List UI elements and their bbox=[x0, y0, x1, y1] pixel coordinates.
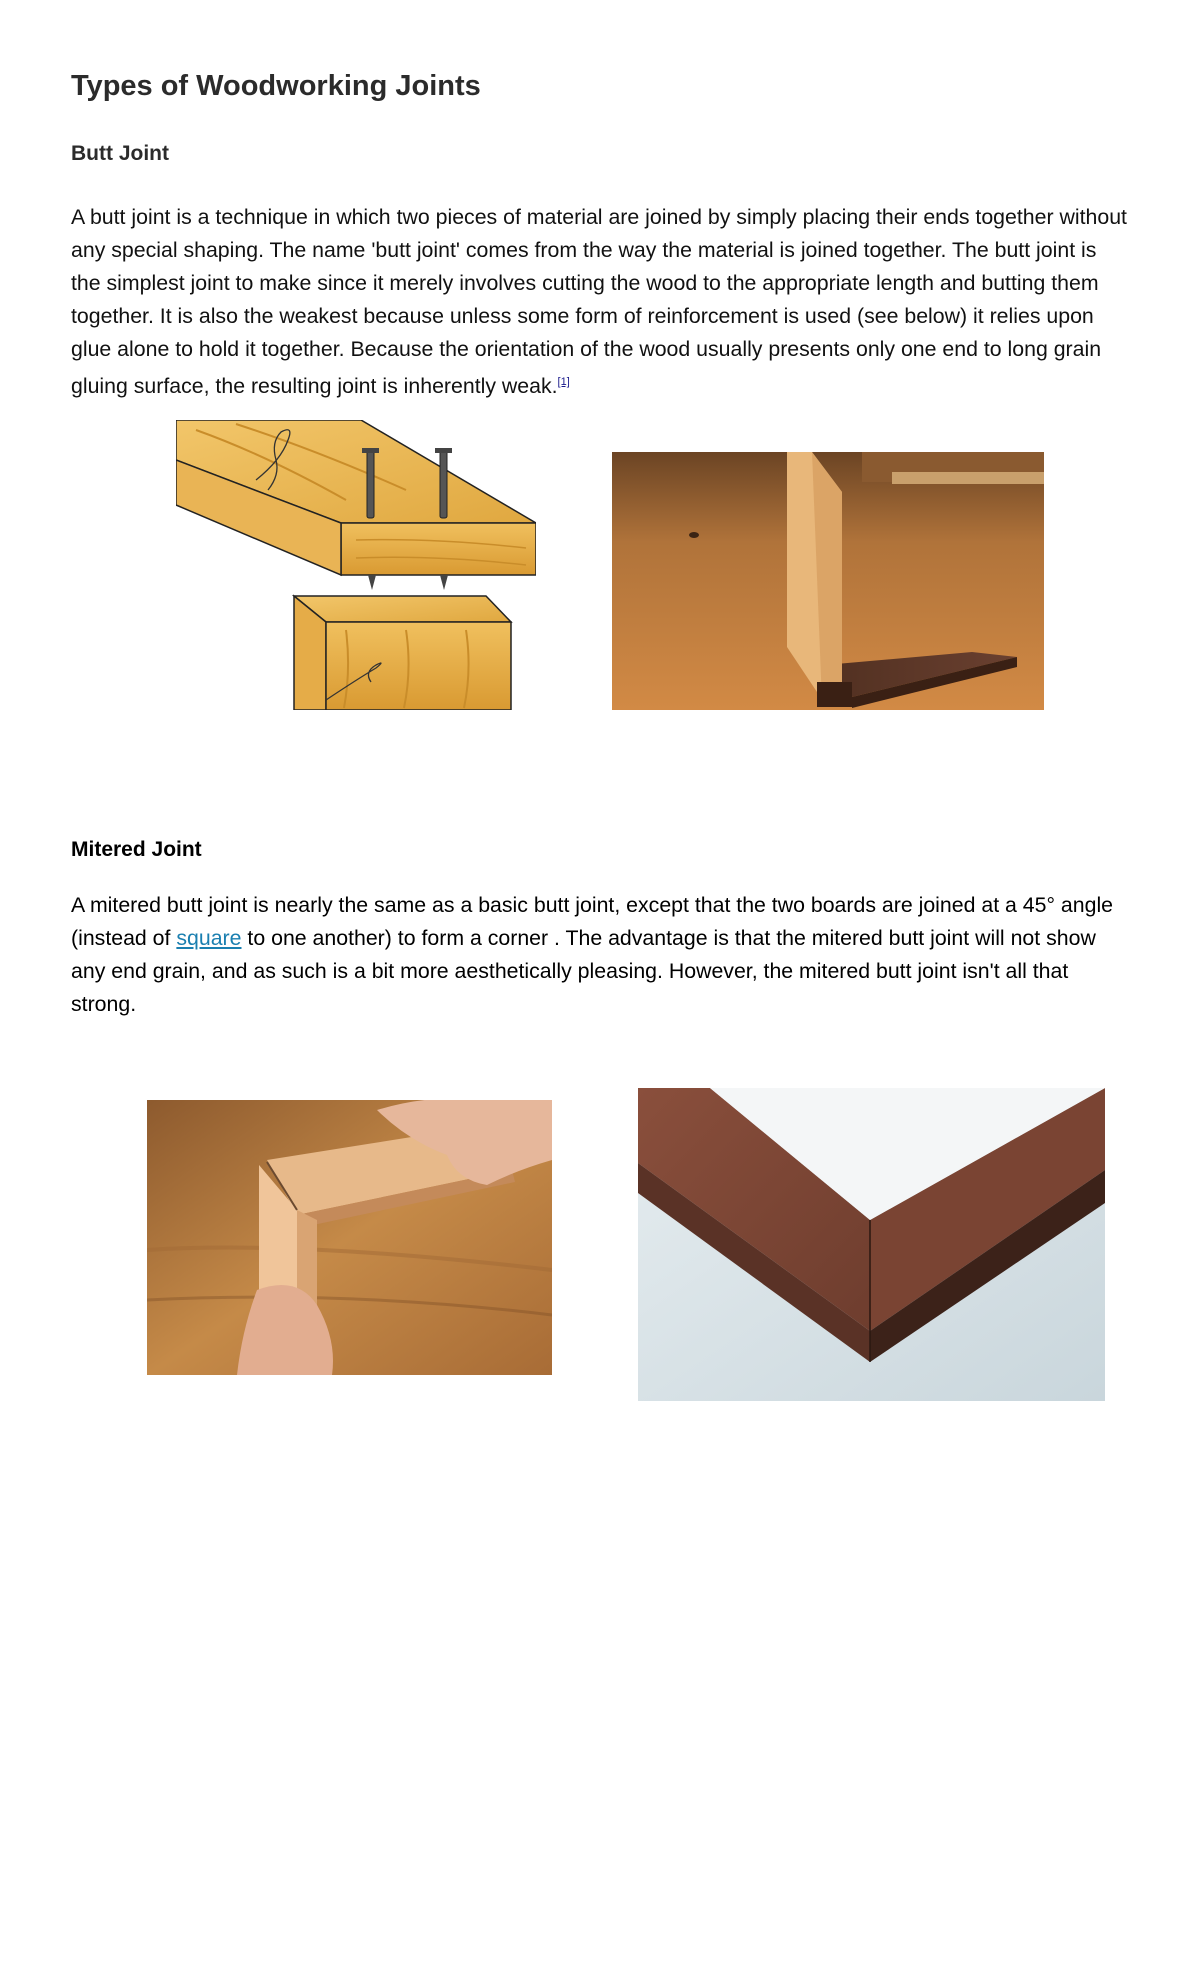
footnote-ref[interactable] bbox=[558, 376, 570, 388]
butt-joint-paragraph bbox=[71, 201, 1131, 403]
mitered-joint-heading: Mitered Joint bbox=[71, 838, 202, 861]
mitered-text-end: to one another) to form a corner . The advantage is that the mitered butt joint will not show any end grain, and as such is a bit more aesthetically pleasing. However, the mitered butt joint isn't all that strong. bbox=[71, 926, 1096, 1016]
page-title: Types of Woodworking Joints bbox=[71, 70, 481, 102]
footnote-link[interactable]: [1] bbox=[557, 376, 570, 388]
butt-joint-heading: Butt Joint bbox=[71, 142, 169, 165]
butt-joint-illustration bbox=[176, 420, 536, 710]
mitered-joint-hands-photo bbox=[147, 1100, 552, 1375]
butt-joint-text: A butt joint is a technique in which two pieces of material are joined by simply placing their ends together without any special shaping. The name 'butt joint' comes from the way the material is joined together. The butt joint is the simplest joint to make since it merely involves cutting the wood to the appropriate length and butting them together. It is also the weakest because unless some form of reinforcement is used (see below) it relies upon glue alone to hold it together. Because the orientation of the wood usually presents only one end to long grain gluing surface, the resulting joint is inherently weak. bbox=[71, 205, 1127, 398]
mitered-joint-paragraph bbox=[71, 889, 1131, 1021]
mitered-text-start: A mitered butt joint is nearly the same as a basic butt joint, except that the two boards are joined at a 45° angle (instead of bbox=[71, 893, 1114, 950]
mitered-frame-corner-photo bbox=[638, 1088, 1105, 1401]
square-link[interactable]: square bbox=[176, 926, 242, 950]
butt-joint-photo bbox=[612, 452, 1044, 710]
